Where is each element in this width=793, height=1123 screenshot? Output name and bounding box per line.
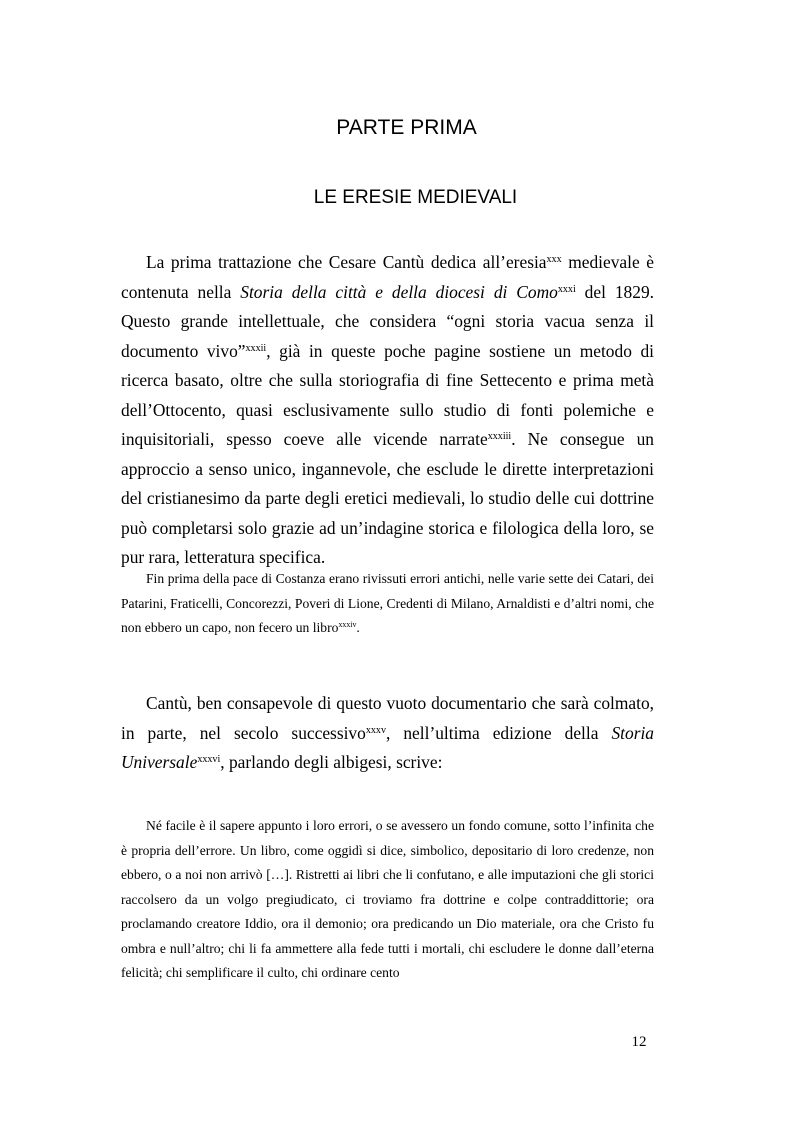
quote-end: . (356, 620, 360, 635)
body-paragraph-1 (121, 248, 654, 573)
page-number: 12 (631, 1034, 647, 1050)
quote-text: Fin prima della pace di Costanza erano rivissuti errori antichi, nelle varie sette dei Catari, dei Patarini, Fraticelli, Concorezzi, Poveri di Lione, Credenti di Milano, Arnaldisti e d’altri nomi, che non ebbero un capo, non fecero un libro (121, 571, 654, 635)
text-run: , parlando degli albigesi, scrive: (220, 752, 443, 772)
endnote-ref: xxxiii (487, 430, 512, 442)
endnote-ref: xxx (546, 253, 562, 265)
text-run: . Ne consegue un approccio a senso unico, ingannevole, che esclude le dirette interpretazioni del cristianesimo da parte degli eretici medievali, lo studio delle cui dottrine può completarsi solo grazie ad un’indagine storica e filologica della loro, se pur rara, letteratura specifica. (121, 429, 654, 567)
body-paragraph-2 (121, 689, 654, 778)
block-quote-1 (121, 567, 654, 641)
text-run: Cantù, ben consapevole di questo vuoto documentario che sarà colmato, in parte, nel secolo successivo (121, 693, 654, 743)
text-run: del 1829. Questo grande intellettuale, che considera “ogni storia vacua senza il documento vivo” (121, 281, 654, 361)
text-run: La prima trattazione che Cesare Cantù dedica all’eresia (146, 252, 547, 272)
text-run: , nell’ultima edizione della (385, 722, 612, 743)
text-run: medievale è contenuta nella (121, 252, 654, 302)
section-title: LE ERESIE MEDIEVALI (313, 187, 518, 208)
part-title: PARTE PRIMA (336, 116, 477, 139)
endnote-ref: xxxiv (338, 620, 357, 630)
book-title: Storia Universale (121, 722, 655, 772)
block-quote-2: Né facile è il sapere appunto i loro errori, o se avessero un fondo comune, sotto l’infinita che è propria dell’errore. Un libro, come oggidì si dice, simbolico, depositario di loro credenze, non ebbero, o a noi non arrivò […]. Ristretti ai libri che li confutano, e alle imputazioni che gli storici raccolsero da un volgo pregiudicato, ci troviamo fra dottrine e colpe contraddittorie; ora proclamando creatore Iddio, ora il demonio; ora predicando un Dio materiale, ora che Cristo fu ombra e null’altro; chi li fa ammettere alla fede tutti i mortali, chi escludere le donne dall’eterna felicità; chi semplificare il culto, chi ordinare cento (121, 818, 654, 980)
text-run: , già in queste poche pagine sostiene un metodo di ricerca basato, oltre che sulla storiografia di fine Settecento e prima metà dell’Ottocento, quasi esclusivamente sullo studio di fonti polemiche e inquisitoriali, spesso coeve alle vicende narrate (121, 340, 654, 449)
book-title: Storia della città e della diocesi di Como (240, 281, 558, 302)
endnote-ref: xxxi (557, 283, 576, 295)
endnote-ref: xxxii (245, 342, 267, 354)
endnote-ref: xxxvi (197, 753, 221, 765)
endnote-ref: xxxv (365, 724, 386, 736)
